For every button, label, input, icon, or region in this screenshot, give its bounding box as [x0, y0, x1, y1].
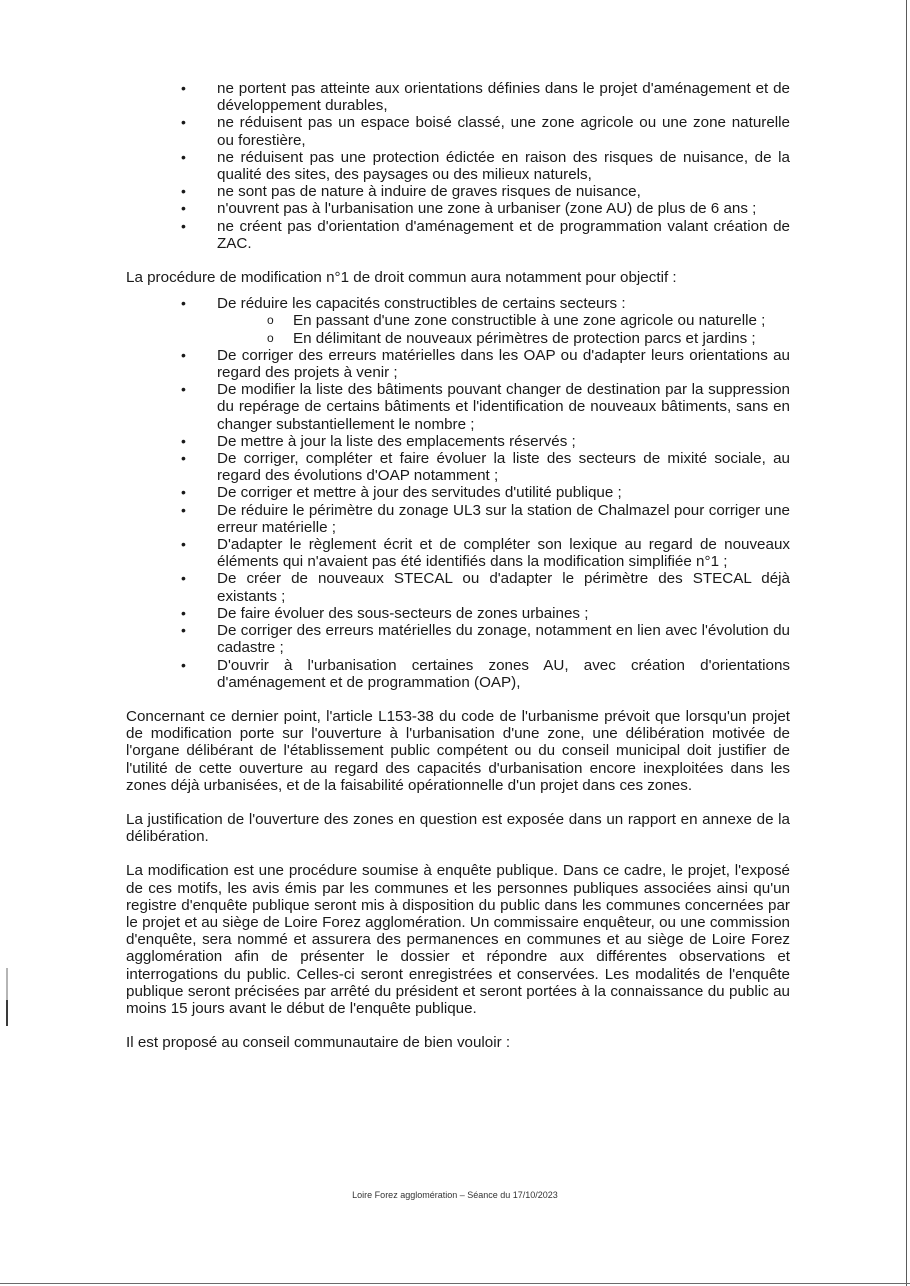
bullet-icon: •	[181, 622, 186, 639]
bullet-icon: •	[181, 381, 186, 398]
bullet-icon: •	[181, 536, 186, 553]
conditions-list	[181, 80, 790, 252]
list-item	[181, 570, 790, 604]
list-item-text: D'adapter le règlement écrit et de compléter son lexique au regard de nouveaux éléments qui n'avaient pas été identifiés dans la modification simplifiée n°1 ;	[217, 536, 790, 571]
list-item-text: De corriger des erreurs matérielles du zonage, notamment en lien avec l'évolution du cadastre ;	[217, 622, 790, 657]
bullet-icon: •	[181, 295, 186, 312]
list-item	[181, 149, 790, 183]
paragraph-article: Concernant ce dernier point, l'article L153-38 du code de l'urbanisme prévoit que lorsqu'un projet de modification porte sur l'ouverture à l'urbanisation d'une zone, une délibération motivée de l'organe délibérant de l'établissement public compétent ou du conseil municipal doit justifier de l'utilité de cette ouverture au regard des capacités d'urbanisation encore inexploitées dans les zones déjà urbanisées, et de la faisabilité opérationnelle d'un projet dans ces zones.	[126, 707, 790, 794]
bullet-icon: •	[181, 80, 186, 96]
list-item	[181, 183, 790, 200]
bullet-icon: •	[181, 346, 186, 363]
page-edge-right	[906, 0, 907, 1286]
paragraph-enquete: La modification est une procédure soumise à enquête publique. Dans ce cadre, le projet, l'exposé de ces motifs, les avis émis par les communes et les personnes publiques associées ainsi qu'un registre d'enquête publique seront mis à disposition du public dans les communes concernées par le projet et au siège de Loire Forez agglomération. Un commissaire enquêteur, ou une commission d'enquête, sera nommé et assurera des permanences en communes et au siège de Loire Forez agglomération afin de présenter le dossier et répondre aux différentes observations et interrogations du public. Celles-ci seront enregistrées et conservées. Les modalités de l'enquête publique seront précisées par arrêté du président et seront portées à la connaissance du public au moins 15 jours avant le début de l'enquête publique.	[126, 862, 790, 1017]
paragraph-justification: La justification de l'ouverture des zones en question est exposée dans un rapport en annexe de la délibération.	[126, 810, 790, 846]
list-item	[181, 114, 790, 148]
list-item	[181, 657, 790, 691]
bullet-icon: •	[181, 450, 186, 467]
sub-list-item	[267, 312, 790, 329]
sub-list	[267, 312, 790, 346]
circle-bullet-icon: o	[267, 313, 274, 328]
sub-list-item	[267, 330, 790, 347]
bullet-icon: •	[181, 432, 186, 449]
sub-list-item-text: En délimitant de nouveaux périmètres de protection parcs et jardins ;	[293, 329, 756, 347]
list-item-text: De réduire les capacités constructibles de certains secteurs :	[217, 295, 626, 313]
bullet-icon: •	[181, 114, 186, 131]
bullet-icon: •	[181, 183, 186, 200]
list-item	[181, 200, 790, 217]
list-item-text: ne portent pas atteinte aux orientations définies dans le projet d'aménagement et de développement durables,	[217, 80, 790, 115]
scan-mark	[6, 1000, 8, 1026]
list-item-text: ne réduisent pas une protection édictée en raison des risques de nuisance, de la qualité des sites, des paysages ou des milieux naturels,	[217, 148, 790, 184]
bullet-icon: •	[181, 656, 186, 673]
list-item	[181, 218, 790, 252]
list-item	[181, 536, 790, 570]
list-item-text: De réduire le périmètre du zonage UL3 sur la station de Chalmazel pour corriger une erreur matérielle ;	[217, 501, 790, 536]
list-item-text: ne sont pas de nature à induire de graves risques de nuisance,	[217, 183, 641, 201]
list-item-text: D'ouvrir à l'urbanisation certaines zones AU, avec création d'orientations d'aménagement et de programmation (OAP),	[217, 656, 790, 691]
bullet-icon: •	[181, 604, 186, 621]
list-item	[181, 622, 790, 656]
list-item-text: De modifier la liste des bâtiments pouvant changer de destination par la suppression du repérage de certains bâtiments et l'identification de nouveaux bâtiments, sans en changer substantiellement le nombre ;	[217, 381, 790, 433]
list-item	[181, 450, 790, 484]
bullet-icon: •	[181, 200, 186, 217]
list-item-text: De corriger, compléter et faire évoluer la liste des secteurs de mixité sociale, au regard des évolutions d'OAP notamment ;	[217, 450, 790, 485]
page-edge-bottom	[0, 1283, 910, 1284]
bullet-icon: •	[181, 501, 186, 518]
bullet-icon: •	[181, 148, 186, 165]
list-item-text: De corriger des erreurs matérielles dans les OAP ou d'adapter leurs orientations au regard des projets à venir ;	[217, 346, 790, 382]
bullet-icon: •	[181, 217, 186, 234]
page-footer: Loire Forez agglomération – Séance du 17/10/2023	[352, 1190, 558, 1200]
bullet-icon: •	[181, 570, 186, 587]
sub-list-item-text: En passant d'une zone constructible à une zone agricole ou naturelle ;	[293, 312, 766, 330]
list-item-text: De créer de nouveaux STECAL ou d'adapter le périmètre des STECAL déjà existants ;	[217, 570, 790, 605]
list-item	[181, 605, 790, 622]
circle-bullet-icon: o	[267, 330, 274, 345]
list-item	[181, 80, 790, 114]
list-item-text: De faire évoluer des sous-secteurs de zones urbaines ;	[217, 604, 589, 622]
list-item-text: ne créent pas d'orientation d'aménagement et de programmation valant création de ZAC.	[217, 217, 790, 252]
list-item	[181, 433, 790, 450]
paragraph-proposal: Il est proposé au conseil communautaire de bien vouloir :	[126, 1034, 511, 1052]
list-item	[181, 484, 790, 501]
list-item-text: De mettre à jour la liste des emplacements réservés ;	[217, 432, 576, 450]
list-item-text: De corriger et mettre à jour des servitudes d'utilité publique ;	[217, 484, 622, 502]
list-item	[181, 295, 790, 347]
document-body	[126, 80, 790, 1051]
objectives-list	[181, 295, 790, 691]
list-item	[181, 347, 790, 381]
list-item	[181, 502, 790, 536]
list-item-text: n'ouvrent pas à l'urbanisation une zone à urbaniser (zone AU) de plus de 6 ans ;	[217, 200, 757, 218]
bullet-icon: •	[181, 484, 186, 501]
list-item-text: ne réduisent pas un espace boisé classé, une zone agricole ou une zone naturelle ou forestière,	[217, 114, 790, 149]
objective-intro: La procédure de modification n°1 de droit commun aura notamment pour objectif :	[126, 269, 677, 287]
list-item	[181, 381, 790, 433]
